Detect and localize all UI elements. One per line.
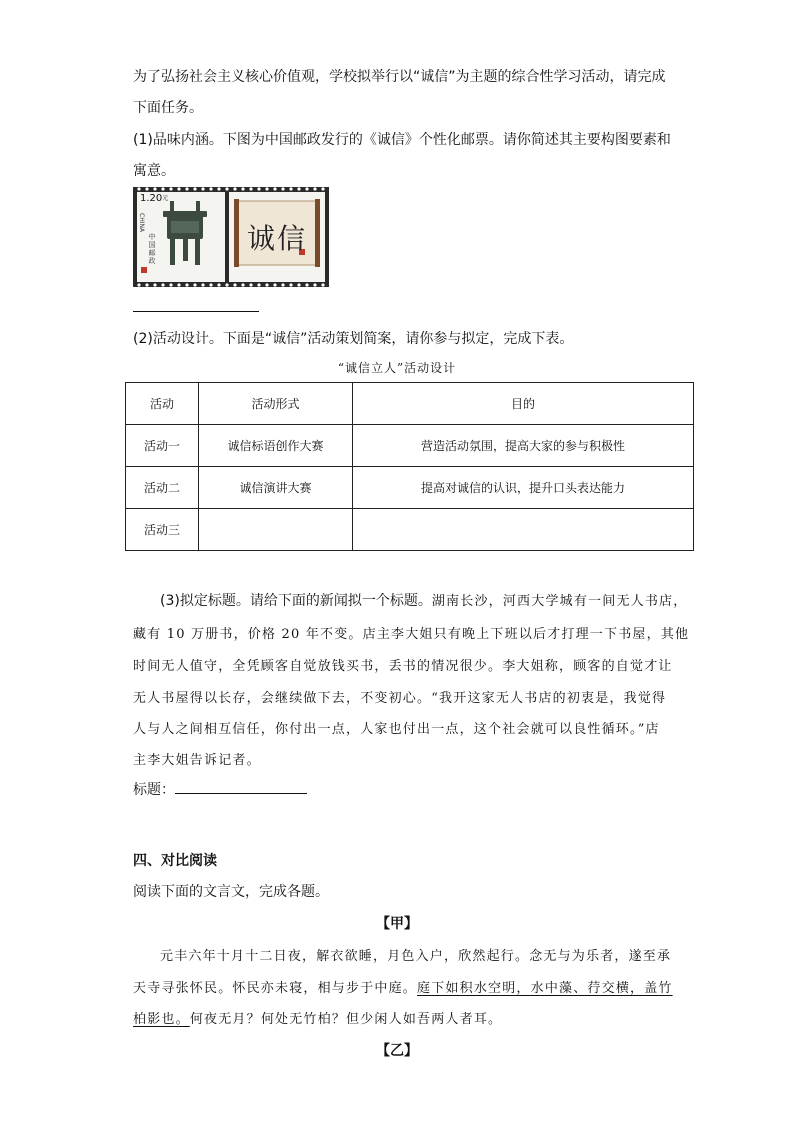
underlined-sentence: 庭下如积水空明，水中藻、荇交横，盖竹 [417,981,673,996]
table-header-purpose: 目的 [353,383,694,425]
table-cell: 活动一 [126,425,199,467]
table-cell: 诚信演讲大赛 [199,467,353,509]
table-header-row [126,383,694,425]
passage-text: 天寺寻张怀民。怀民亦未寝，相与步于中庭。 [133,981,418,996]
task1-line-1: (1)品味内涵。下图为中国邮政发行的《诚信》个性化邮票。请你简述其主要构图要素和 [133,132,671,148]
title-label: 标题： [133,782,175,798]
intro-line-2: 下面任务。 [133,100,203,116]
news-line: 无人书屋得以长存，会继续做下去，不变初心。“我开这家无人书店的初衷是，我觉得 [133,691,667,706]
news-line: 主李大姐告诉记者。 [133,753,261,768]
task1-answer-line[interactable] [133,311,259,312]
table-cell-blank-purpose[interactable] [353,509,694,551]
passage-jia-line [133,977,673,996]
task3-line-1 [160,590,687,610]
news-line: 时间无人值守，全凭顾客自觉放钱买书，丢书的情况很少。李大姐称，顾客的自觉才让 [133,659,673,674]
stamp-image [133,187,329,287]
stamp-value: $1.20^元$ [140,193,169,204]
news-line: 人与人之间相互信任，你付出一点，人家也付出一点，这个社会就可以良性循环。”店 [133,722,660,737]
table-row [126,509,694,551]
table-header-activity: 活动 [126,383,199,425]
stamp-country: CHINA [138,213,145,233]
passage-jia-line: 元丰六年十月十二日夜，解衣欲睡，月色入户，欣然起行。念无与为乐者，遂至承 [160,949,672,964]
task3-prefix: (3)拟定标题。请给下面的新闻拟一个标题。 [160,593,432,609]
table-cell: 营造活动氛围，提高大家的参与积极性 [353,425,694,467]
task2-line-1: (2)活动设计。下面是“诚信”活动策划简案，请你参与拟定，完成下表。 [133,331,574,347]
section-heading: 四、对比阅读 [133,853,217,869]
table-title: “诚信立人”活动设计 [337,361,457,375]
table-cell-blank-form[interactable] [199,509,353,551]
activity-table [125,382,694,551]
news-text: 湖南长沙，河西大学城有一间无人书店， [431,594,688,609]
task1-line-2: 寓意。 [133,163,175,179]
table-cell: 活动三 [126,509,199,551]
table-cell: 提高对诚信的认识，提升口头表达能力 [353,467,694,509]
passage-text: 何夜无月？何处无竹柏？但少闲人如吾两人者耳。 [189,1012,503,1027]
passage-yi-label: 【乙】 [376,1043,418,1059]
passage-jia-line [133,1008,502,1027]
stamp-post-label: 中国邮政 [148,233,156,265]
passage-jia-label: 【甲】 [376,916,418,932]
table-row [126,425,694,467]
table-cell: 诚信标语创作大赛 [199,425,353,467]
title-answer-blank[interactable] [175,779,307,794]
table-header-form: 活动形式 [199,383,353,425]
table-row [126,467,694,509]
underlined-sentence: 柏影也。 [133,1012,190,1027]
title-answer-row [133,779,307,799]
stamp-calligraphy: 诚信 [246,222,307,255]
section-instruction: 阅读下面的文言文，完成各题。 [133,884,329,900]
intro-line-1: 为了弘扬社会主义核心价值观，学校拟举行以“诚信”为主题的综合性学习活动，请完成 [133,69,666,85]
table-cell: 活动二 [126,467,199,509]
news-line: 藏有 10 万册书，价格 20 年不变。店主李大姐只有晚上下班以后才打理一下书屋，其他 [133,627,690,642]
